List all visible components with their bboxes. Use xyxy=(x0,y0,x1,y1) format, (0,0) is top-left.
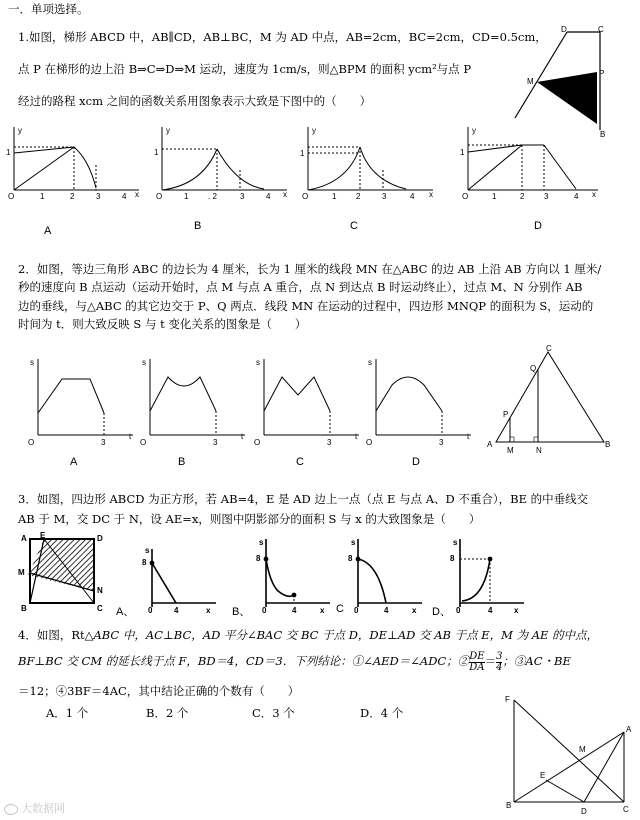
q1d-origin: O xyxy=(462,192,469,201)
q1b-ylabel: y xyxy=(166,126,170,135)
q3a-origin: 0 xyxy=(148,606,153,615)
q3b-origin: 0 xyxy=(262,606,267,615)
q1a-ylabel: y xyxy=(18,126,22,135)
q2-fig-m: M xyxy=(507,446,514,455)
q1b-x1: 1 xyxy=(184,192,189,201)
q4-line3: ＝12；④3BF＝4AC，其中结论正确的个数有（ ） xyxy=(18,684,300,698)
q2-fig-q: Q xyxy=(530,364,537,373)
q2d-three: 3 xyxy=(439,438,444,447)
q3b-x: x xyxy=(320,606,325,615)
q1-fig-label-m: M xyxy=(527,77,534,86)
q1c-xlabel: x xyxy=(429,190,433,199)
q1c-tick-1: 1 xyxy=(300,149,305,158)
q4-line1-b: ABC 中，AC⊥BC，AD 平分∠BAC 交 BC 于点 D，DE⊥AD 交 AB 于点 E，M 为 AE 的中点， xyxy=(93,628,599,642)
q2-option-b: B xyxy=(178,456,186,468)
q1-graph-a xyxy=(4,125,144,200)
q1a-x2: 2 xyxy=(70,192,75,201)
q3-line2: AB 于 M，交 DC 于 N，设 AE=x，则图中阴影部分的面积 S 与 x 的大致图象是（ ） xyxy=(18,512,481,526)
q3-square-figure xyxy=(18,533,108,615)
q2a-three: 3 xyxy=(101,438,106,447)
q1-option-b: B xyxy=(194,220,202,232)
q3-fig-d: D xyxy=(97,534,103,543)
q1c-x2: 2 xyxy=(356,192,361,201)
watermark-text: 大数据网 xyxy=(21,803,66,815)
q1b-origin: O xyxy=(156,192,163,201)
q3d-eight: 8 xyxy=(450,554,455,563)
q1b-x2: . 2 xyxy=(208,192,217,201)
q3-graph-d xyxy=(448,535,528,617)
q1-option-a: A xyxy=(44,225,52,237)
q2-line1: 2．如图，等边三角形 ABC 的边长为 4 厘米，长为 1 厘米的线段 MN 在△ABC 的边 AB 上沿 AB 方向以 1 厘米/ xyxy=(18,262,602,276)
q1b-xlabel: x xyxy=(283,190,287,199)
q4-fig-f: F xyxy=(505,695,510,704)
q2b-t: t xyxy=(241,432,244,441)
q4-choice-a: A．1 个 xyxy=(46,706,89,720)
q1c-x4: 4 xyxy=(410,192,415,201)
q4-frac-den: DA xyxy=(469,661,485,673)
q1-fig-label-c: C xyxy=(598,25,604,34)
q1-fig-label-b: B xyxy=(600,130,606,139)
q1b-x4: 4 xyxy=(266,192,271,201)
q3-fig-c: C xyxy=(97,604,103,613)
q4-choice-c: C．3 个 xyxy=(252,706,295,720)
q1a-x1: 1 xyxy=(40,192,45,201)
q4-choice-b: B．2 个 xyxy=(146,706,189,720)
q4-fraction-de-da xyxy=(469,652,484,673)
q1c-ylabel: y xyxy=(312,126,316,135)
q4-line2-c: ；③AC・BE xyxy=(502,654,571,668)
q2-fig-p: P xyxy=(503,410,509,419)
q1-option-c: C xyxy=(350,220,358,232)
q2c-s: s xyxy=(256,358,260,367)
q2b-origin: O xyxy=(140,438,147,447)
q4-fig-m: M xyxy=(579,745,586,754)
q3c-x: x xyxy=(412,606,417,615)
q3-line1: 3．如图，四边形 ABCD 为正方形，若 AB=4，E 是 AD 边上一点（点 E 与点 A、D 不重合），BE 的中垂线交 xyxy=(18,492,589,506)
q4-frac2-num: 3 xyxy=(496,650,503,662)
q1d-x1: 1 xyxy=(492,192,497,201)
q2-graph-b xyxy=(140,355,250,447)
q1b-x3: 3 xyxy=(240,192,245,201)
q1-graph-b xyxy=(152,125,292,200)
q1d-x3: 3 xyxy=(544,192,549,201)
q3b-eight: 8 xyxy=(256,554,261,563)
q1c-origin: O xyxy=(302,192,309,201)
q2-line3: 边的垂线，与△ABC 的其它边交于 P、Q 两点．线段 MN 在运动的过程中，四边形 MNQP 的面积为 S，运动的 xyxy=(18,299,594,313)
q1a-x4: 4 xyxy=(122,192,127,201)
q2-triangle-figure xyxy=(484,345,624,457)
q1-line2: 点 P 在梯形的边上沿 B⇒C⇒D⇒M 运动，速度为 1cm/s，则△BPM 的面积 ycm²与点 P xyxy=(18,62,472,76)
q1-line3: 经过的路程 xcm 之间的函数关系用图象表示大致是下图中的（ ） xyxy=(18,94,372,108)
q3d-x: x xyxy=(514,606,519,615)
q3b-four: 4 xyxy=(292,606,297,615)
q4-frac2-den: 4 xyxy=(496,661,503,673)
q2c-three: 3 xyxy=(327,438,332,447)
q3a-eight: 8 xyxy=(142,558,147,567)
q3d-s: s xyxy=(453,538,458,547)
q2-option-a: A xyxy=(70,456,78,468)
watermark-logo-icon xyxy=(4,804,18,815)
q1a-origin: O xyxy=(8,192,15,201)
q2-graph-d xyxy=(366,355,476,447)
q3c-four: 4 xyxy=(384,606,389,615)
q1d-ylabel: y xyxy=(472,126,476,135)
q4-fig-c: C xyxy=(623,805,629,814)
q3-fig-e: E xyxy=(40,531,46,540)
q3c-s: s xyxy=(351,538,356,547)
q3-graph-b xyxy=(254,535,334,617)
q2-option-c: C xyxy=(296,456,304,468)
q4-line1-a: 4．如图，Rt△ xyxy=(18,628,94,642)
q2-fig-b: B xyxy=(605,440,611,449)
q2a-t: t xyxy=(129,432,132,441)
q1c-x1: 1 xyxy=(332,192,337,201)
q3c-eight: 8 xyxy=(348,554,353,563)
q3-option-b: B、 xyxy=(232,606,251,618)
q3-option-a: A、 xyxy=(116,606,135,618)
q1b-tick-1: 1 xyxy=(154,148,159,157)
q3-fig-n: N xyxy=(97,586,103,595)
q3a-s: s xyxy=(145,546,150,555)
q2a-origin: O xyxy=(28,438,35,447)
q2b-s: s xyxy=(142,358,146,367)
q3-option-c: C xyxy=(336,603,344,615)
q2d-s: s xyxy=(368,358,372,367)
q1d-x2: 2 xyxy=(520,192,525,201)
q4-fig-d: D xyxy=(581,807,587,816)
q3-graph-c xyxy=(346,535,426,617)
q1-fig-label-p: P xyxy=(599,69,605,78)
q1-graph-d xyxy=(458,125,606,201)
q4-frac-num: DE xyxy=(469,650,485,662)
q3b-s: s xyxy=(259,538,264,547)
q4-line2-a: BF⊥BC 交 CM 的延长线于点 F，BD＝4，CD＝3．下列结论：①∠AED＝∠ADC；② xyxy=(18,654,470,668)
q1a-x3: 3 xyxy=(96,192,101,201)
q4-triangle-figure xyxy=(500,690,638,818)
q3a-x: x xyxy=(206,606,211,615)
q2-line4: 时间为 t．则大致反映 S 与 t 变化关系的图象是（ ） xyxy=(18,317,307,331)
q4-fig-a: A xyxy=(626,725,632,734)
q2c-origin: O xyxy=(254,438,261,447)
q4-fig-e: E xyxy=(540,771,546,780)
q1d-x4: 4 xyxy=(574,192,579,201)
section-title: 一．单项选择。 xyxy=(8,2,89,16)
q1d-tick-1: 1 xyxy=(460,148,465,157)
q4-line2 xyxy=(18,650,571,673)
q3a-four: 4 xyxy=(174,606,179,615)
q2d-t: t xyxy=(467,432,470,441)
q2-graph-a xyxy=(28,355,138,447)
q3-fig-m: M xyxy=(18,568,25,577)
q2a-s: s xyxy=(30,358,34,367)
q3c-origin: 0 xyxy=(354,606,359,615)
q1-fig-label-d: D xyxy=(561,25,567,34)
q2-option-d: D xyxy=(412,456,420,468)
q3d-four: 4 xyxy=(488,606,493,615)
q1-option-d: D xyxy=(534,220,542,232)
q1a-xlabel: x xyxy=(135,190,139,199)
q3-option-d: D、 xyxy=(432,606,451,618)
q4-line2-b: ＝ xyxy=(484,654,497,668)
q1-graph-c xyxy=(298,125,438,200)
q2-fig-c: C xyxy=(546,344,552,353)
q4-line1 xyxy=(18,628,598,642)
q3-fig-b: B xyxy=(21,604,27,613)
q1a-tick-1: 1 xyxy=(6,148,11,157)
q3-graph-a xyxy=(140,545,220,617)
q1c-x3: 3 xyxy=(382,192,387,201)
q2c-t: t xyxy=(355,432,358,441)
q3d-origin: 0 xyxy=(456,606,461,615)
q2-line2: 秒的速度向 B 点运动（运动开始时，点 M 与点 A 重合，点 N 到达点 B 时运动终止），过点 M、N 分别作 AB xyxy=(18,280,583,294)
q2-graph-c xyxy=(254,355,364,447)
q2d-origin: O xyxy=(366,438,373,447)
q4-choice-d: D．4 个 xyxy=(360,706,404,720)
q2b-three: 3 xyxy=(213,438,218,447)
q3-fig-a: A xyxy=(21,534,27,543)
watermark xyxy=(4,800,65,816)
q2-fig-a: A xyxy=(487,440,493,449)
q4-fig-b: B xyxy=(506,801,512,810)
q1-line1: 1.如图，梯形 ABCD 中，AB∥CD，AB⊥BC，M 为 AD 中点，AB=2cm，BC=2cm，CD=0.5cm， xyxy=(18,30,547,44)
q2-fig-n: N xyxy=(536,446,542,455)
q1d-xlabel: x xyxy=(592,190,596,199)
